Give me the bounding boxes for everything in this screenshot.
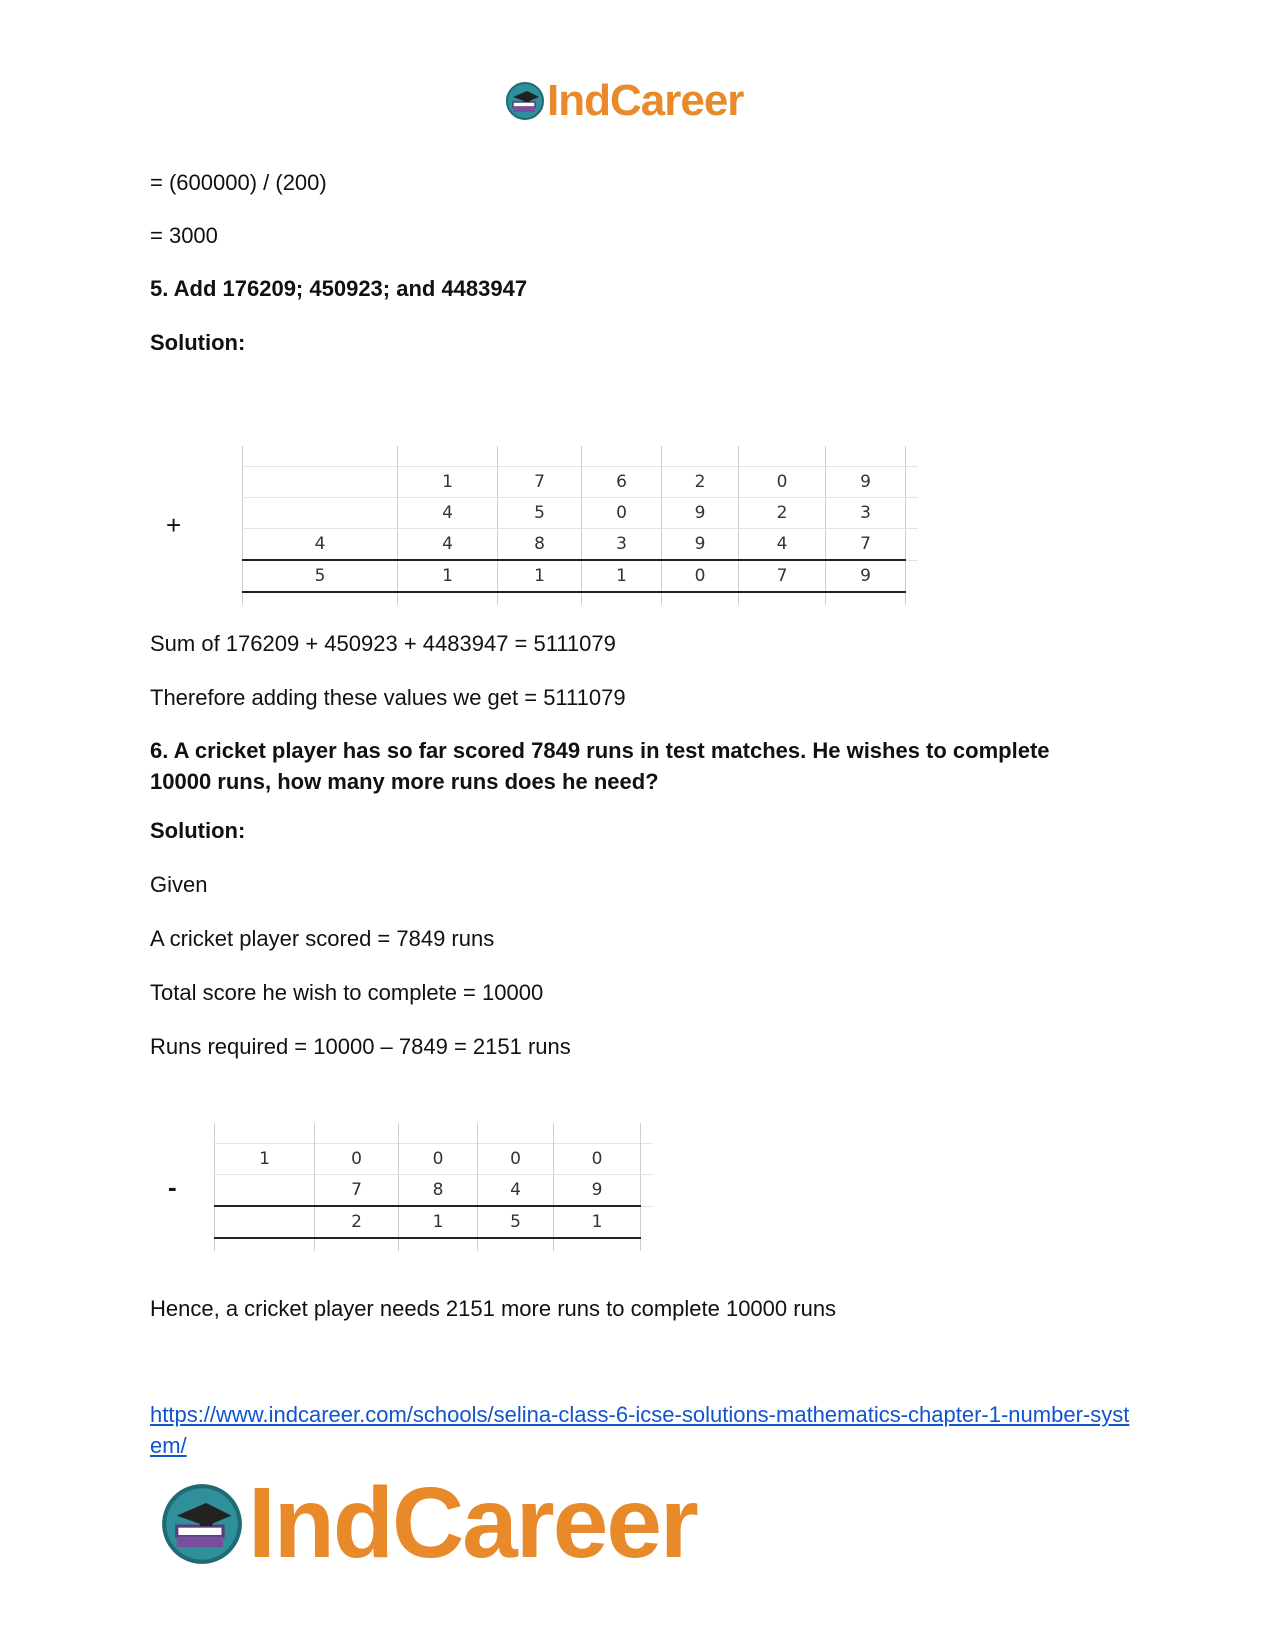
sum-line: Sum of 176209 + 450923 + 4483947 = 5111079 — [150, 631, 616, 656]
hence-line: Hence, a cricket player needs 2151 more runs to complete 10000 runs — [150, 1296, 837, 1321]
solution-heading-5: Solution: — [150, 330, 246, 355]
table-row-total: 5 1 1 1 0 7 9 — [243, 560, 918, 592]
question-5: 5. Add 176209; 450923; and 4483947 — [150, 276, 528, 301]
subtraction-table — [214, 1123, 653, 1251]
question-6: 6. A cricket player has so far scored 7849 runs in test matches. He wishes to complete 10000 runs, how many more runs does he need? — [150, 738, 1050, 794]
scored-line: A cricket player scored = 7849 runs — [150, 926, 495, 951]
total-line: Total score he wish to complete = 10000 — [150, 980, 544, 1005]
equation-line-2: = 3000 — [150, 223, 218, 248]
table-row: 7 8 4 9 — [215, 1175, 653, 1207]
table-row-result: 2 1 5 1 — [215, 1206, 653, 1238]
graduation-book-icon — [160, 1482, 244, 1566]
logo-wordmark: IndCareer — [547, 76, 744, 125]
source-link[interactable]: https://www.indcareer.com/schools/selina-class-6-icse-solutions-mathematics-chapter-1-number-system/ — [150, 1402, 1130, 1458]
table-row: 4 4 8 3 9 4 7 — [243, 529, 918, 561]
addition-table — [242, 446, 918, 605]
given-line: Given — [150, 872, 208, 897]
graduation-book-icon — [505, 81, 545, 121]
table-row: 1 0 0 0 0 — [215, 1144, 653, 1175]
solution-heading-6: Solution: — [150, 818, 246, 843]
equation-line-1: = (600000) / (200) — [150, 170, 327, 195]
logo-wordmark: IndCareer — [248, 1467, 697, 1579]
required-line: Runs required = 10000 – 7849 = 2151 runs — [150, 1034, 571, 1059]
table-row: 4 5 0 9 2 3 — [243, 498, 918, 529]
table-row: 1 7 6 2 0 9 — [243, 467, 918, 498]
footer-logo — [160, 1466, 697, 1581]
header-logo — [505, 76, 743, 126]
therefore-line: Therefore adding these values we get = 5111079 — [150, 685, 626, 710]
plus-sign: + — [166, 510, 182, 540]
minus-sign: - — [168, 1172, 177, 1202]
